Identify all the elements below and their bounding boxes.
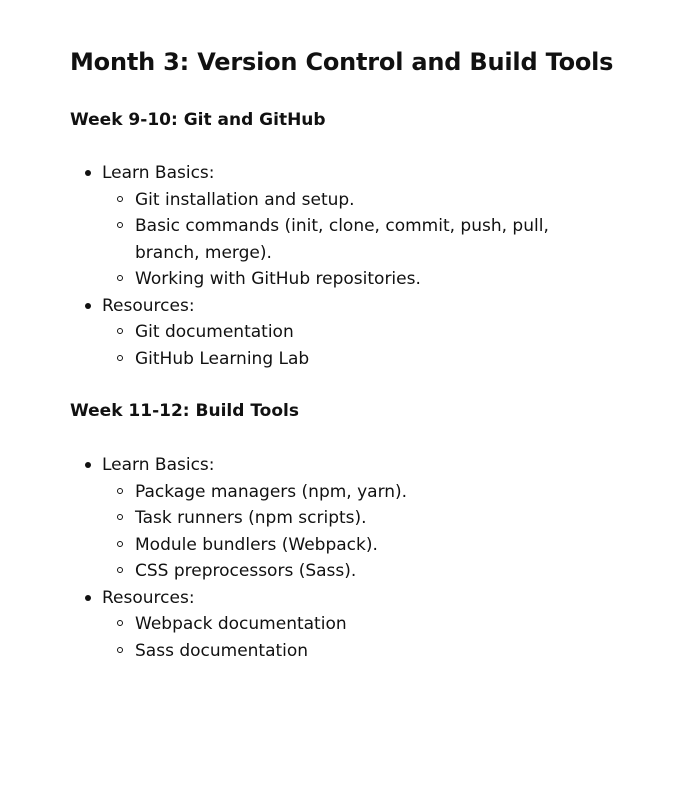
sub-list — [0, 319, 605, 372]
group-label-text: Learn Basics: — [102, 455, 215, 475]
list-group-label — [0, 585, 605, 612]
list-item — [0, 611, 605, 638]
page-title: Month 3: Version Control and Build Tools — [70, 48, 614, 76]
list-item-text: Git documentation — [135, 322, 294, 342]
sub-list — [0, 479, 605, 585]
circle-bullet-icon — [117, 541, 123, 547]
disc-bullet-icon — [85, 462, 91, 468]
list-item-text: Package managers (npm, yarn). — [135, 481, 408, 502]
group-label-text: Resources: — [102, 295, 195, 316]
circle-bullet-icon — [117, 275, 123, 281]
group-label-text: Resources: — [102, 587, 195, 608]
list-item-text: Task runners (npm scripts). — [135, 508, 367, 528]
list-item — [0, 532, 605, 559]
group-label-text: Learn Basics: — [102, 163, 215, 183]
circle-bullet-icon — [117, 328, 123, 334]
sub-list — [0, 611, 605, 664]
list-item-text: GitHub Learning Lab — [135, 348, 310, 369]
list-group-resources — [0, 585, 605, 665]
list-item — [0, 638, 605, 665]
list-group-label — [0, 293, 605, 320]
list-item-text: CSS preprocessors (Sass). — [135, 561, 357, 581]
circle-bullet-icon — [117, 222, 123, 228]
list-item — [0, 346, 605, 373]
circle-bullet-icon — [117, 620, 123, 626]
disc-bullet-icon — [85, 303, 91, 309]
list-item-text: Webpack documentation — [135, 614, 347, 634]
list-group-label — [0, 452, 605, 479]
list-group-label — [0, 160, 605, 187]
list-item — [0, 479, 605, 506]
disc-bullet-icon — [85, 170, 91, 176]
list-item — [0, 319, 605, 346]
list-item-text: Sass documentation — [135, 640, 309, 661]
circle-bullet-icon — [117, 514, 123, 520]
list-item-text: Working with GitHub repositories. — [135, 269, 421, 289]
circle-bullet-icon — [117, 355, 123, 361]
circle-bullet-icon — [117, 488, 123, 494]
section-heading-week-11-12: Week 11-12: Build Tools — [70, 401, 299, 421]
list-group-resources — [0, 293, 605, 373]
list-item — [0, 213, 605, 266]
list-item-text: Basic commands (init, clone, commit, push, pull, branch, merge). — [135, 216, 549, 263]
list-item-text: Module bundlers (Webpack). — [135, 534, 378, 555]
list-group-learn-basics — [0, 452, 605, 585]
list-item — [0, 266, 605, 293]
section-heading-week-9-10: Week 9-10: Git and GitHub — [70, 110, 326, 130]
list-item — [0, 187, 605, 214]
disc-bullet-icon — [85, 595, 91, 601]
section-list-week-9-10 — [0, 160, 605, 372]
section-list-week-11-12 — [0, 452, 605, 664]
circle-bullet-icon — [117, 196, 123, 202]
circle-bullet-icon — [117, 647, 123, 653]
circle-bullet-icon — [117, 567, 123, 573]
sub-list — [0, 187, 605, 293]
list-item — [0, 505, 605, 532]
list-group-learn-basics — [0, 160, 605, 293]
list-item-text: Git installation and setup. — [135, 189, 355, 210]
list-item — [0, 558, 605, 585]
